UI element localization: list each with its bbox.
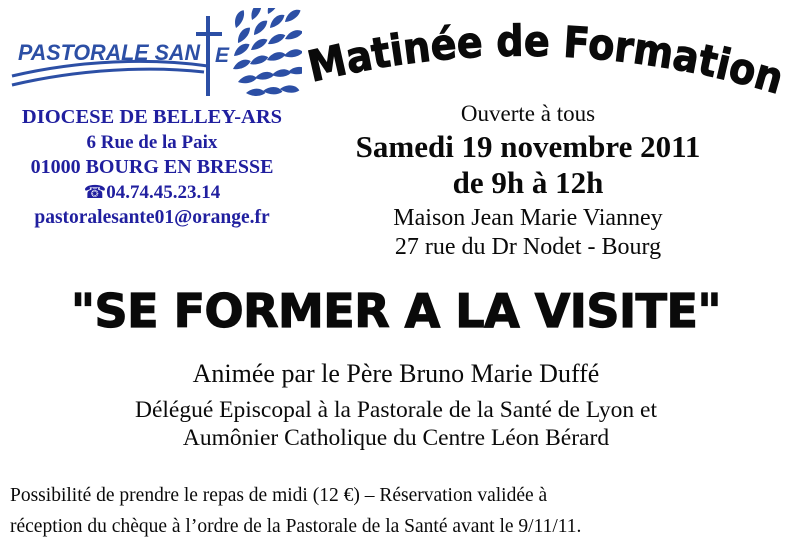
speaker-block (0, 358, 792, 452)
headline-quote: "SE FORMER A LA VISITE" (71, 284, 721, 338)
event-venue-name: Maison Jean Marie Vianney (393, 205, 663, 231)
speaker-title-line-1: Délégué Episcopal à la Pastorale de la Santé de Lyon et (134, 397, 658, 423)
event-open-line: Ouverte à tous (460, 101, 596, 126)
footer-line-2: réception du chèque à l’ordre de la Pastorale de la Santé avant le 9/11/11. (10, 516, 582, 537)
event-time: de 9h à 12h (452, 165, 604, 200)
phone-number: 04.74.45.23.14 (106, 182, 221, 203)
address-line-1: 6 Rue de la Paix (86, 132, 218, 153)
footer-note (10, 480, 782, 542)
phone-line (0, 180, 304, 205)
speaker-name-line: Animée par le Père Bruno Marie Duffé (192, 359, 600, 388)
footer-line-1: Possibilité de prendre le repas de midi (12 €) – Réservation validée à (10, 485, 548, 506)
speaker-title-line-2: Aumônier Catholique du Centre Léon Bérard (182, 425, 610, 451)
event-venue-address: 27 rue du Dr Nodet - Bourg (394, 234, 662, 260)
logo-leaves-icon (230, 8, 302, 98)
arc-title (298, 0, 792, 104)
arc-title-text: Matinée de Formation (303, 17, 792, 104)
contact-block (0, 104, 304, 231)
phone-icon: ☎ (83, 182, 107, 203)
event-details (302, 100, 754, 261)
logo-text-pastorale-san: PASTORALE SAN (18, 40, 202, 65)
logo-text-e: E (215, 44, 230, 67)
diocese-name: DIOCESE DE BELLEY-ARS (21, 106, 283, 128)
address-line-2: 01000 BOURG EN BRESSE (30, 156, 274, 178)
pastorale-sante-logo (10, 8, 302, 108)
svg-text:Matinée de Formation (303, 17, 792, 104)
logo-graphic (10, 8, 302, 108)
event-date: Samedi 19 novembre 2011 (355, 129, 701, 164)
email-address: pastoralesante01@orange.fr (34, 207, 270, 228)
